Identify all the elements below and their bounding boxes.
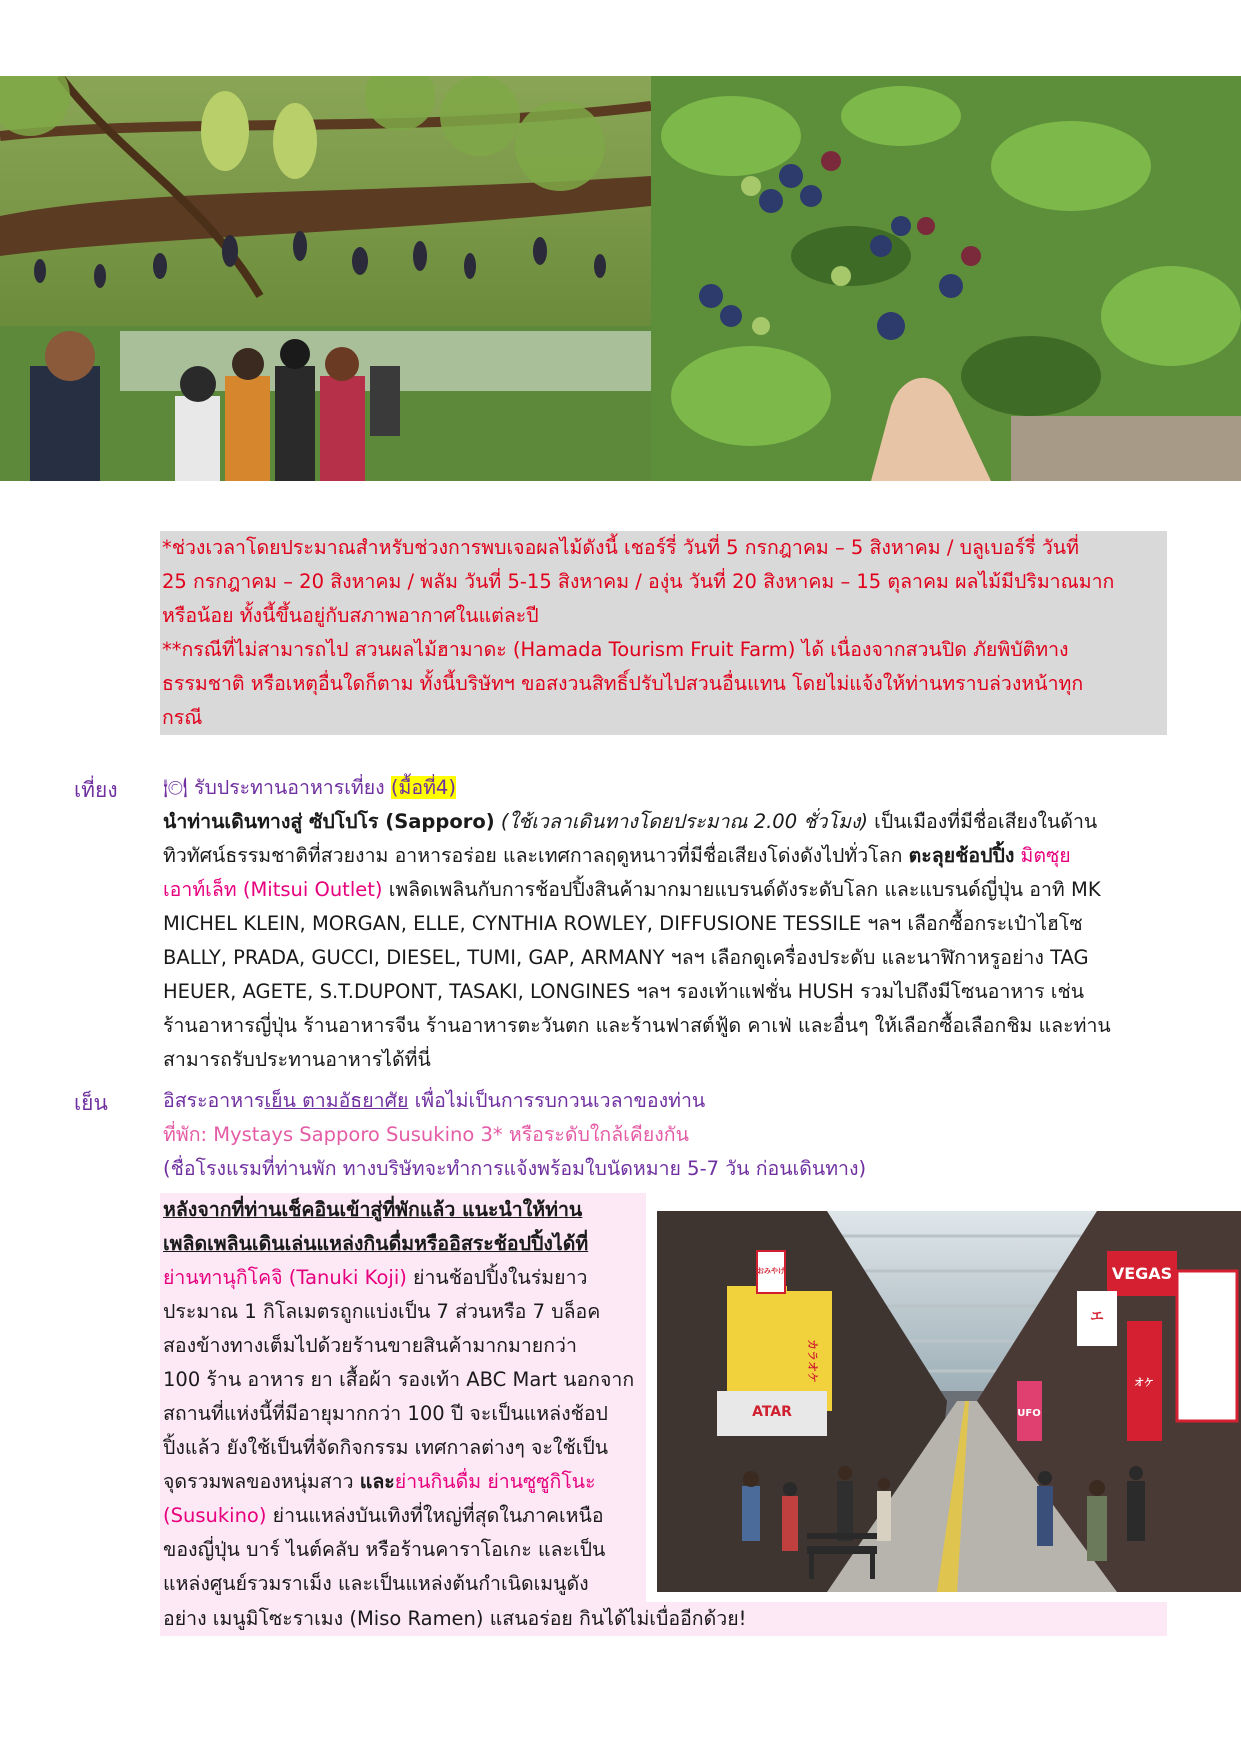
tanuki-section (163, 1193, 645, 1601)
lunch-para-line: BALLY, PRADA, GUCCI, DIESEL, TUMI, GAP, ARMANY ฯลฯ เลือกดูเครื่องประดับ และนาฬิกาหรูอย่าง TAG (163, 946, 1089, 969)
tanuki-sign-text: おみやげ (757, 1267, 785, 1275)
note-line: 25 กรกฎาคม – 20 สิงหาคม / พลัม วันที่ 5-15 สิงหาคม / องุ่น วันที่ 20 สิงหาคม – 15 ตุลาคม ผลไม้มีปริมาณมาก (162, 570, 1115, 593)
tanuki-line: ของญี่ปุ่น บาร์ ไนต์คลับ หรือร้านคาราโอเกะ และเป็น (163, 1538, 606, 1561)
lunch-para-line: สามารถรับประทานอาหารได้ที่นี่ (163, 1048, 431, 1071)
meal-badge: (มื้อที่4) (390, 776, 456, 799)
tanuki-sign-text: UFO (1017, 1408, 1041, 1419)
tanuki-line: จุดรวมพลของหนุ่มสาว และย่านกินดื่ม ย่านซูซูกิโนะ (163, 1470, 596, 1493)
hotel-line: ที่พัก: Mystays Sapporo Susukino 3* หรือระดับใกล้เคียงกัน (163, 1123, 689, 1146)
tanuki-sign-text: オケ (1134, 1378, 1154, 1389)
tanuki-sign-text: VEGAS (1111, 1264, 1173, 1283)
tanuki-line: 100 ร้าน อาหาร ยา เสื้อผ้า รองเท้า ABC Mart นอกจาก (163, 1368, 635, 1391)
tanuki-line: ย่านทานุกิโคจิ (Tanuki Koji) ย่านช้อปปิ้งในร่มยาว (163, 1266, 588, 1289)
grape-picking-photo (0, 76, 651, 481)
tanuki-line: แหล่งศูนย์รวมราเม็ง และเป็นแหล่งต้นกำเนิดเมนูดัง (163, 1572, 589, 1595)
tanuki-heading: หลังจากที่ท่านเช็คอินเข้าสู่ที่พักแล้ว แนะนำให้ท่าน (163, 1198, 583, 1221)
dinner-label: เย็น (74, 1091, 108, 1115)
tanuki-sign-text: エ (1090, 1309, 1104, 1325)
tanuki-line: สถานที่แห่งนี้ที่มีอายุมากกว่า 100 ปี จะเป็นแหล่งช้อป (163, 1402, 608, 1425)
lunch-para-line: MICHEL KLEIN, MORGAN, ELLE, CYNTHIA ROWLEY, DIFFUSIONE TESSILE ฯลฯ เลือกซื้อกระเป๋าไฮโซ (163, 912, 1083, 935)
lunch-para-line: เอาท์เล็ท (Mitsui Outlet) เพลิดเพลินกับการช้อปปิ้งสินค้ามากมายแบรนด์ดังระดับโลก และแบรนด์ญี่ปุ่น อาทิ MK (163, 878, 1101, 901)
tanuki-sign-text: カラオケ (806, 1339, 819, 1383)
tanuki-last-line: อย่าง เมนูมิโซะราเมง (Miso Ramen) แสนอร่อย กินได้ไม่เบื่ออีกด้วย! (163, 1607, 747, 1630)
lunch-para-line: ทิวทัศน์ธรรมชาติที่สวยงาม อาหารอร่อย และเทศกาลฤดูหนาวที่มีชื่อเสียงโด่งดังไปทั่วโลก ตะลุยช้อปปิ้ง มิตซุย (163, 844, 1071, 867)
note-line: กรณี (162, 706, 203, 729)
fruit-season-note (160, 531, 1167, 735)
dish-icon: 🍽 (163, 776, 188, 799)
lunch-label: เที่ยง (74, 778, 118, 802)
note-line: ธรรมชาติ หรือเหตุอื่นใดก็ตาม ทั้งนี้บริษัทฯ ขอสงวนสิทธิ์ปรับไปสวนอื่นแทน โดยไม่แจ้งให้ท่านทราบล่วงหน้าทุก (162, 672, 1084, 695)
lunch-heading (163, 771, 1163, 805)
dinner-line: อิสระอาหารเย็น ตามอัธยาศัย เพื่อไม่เป็นการรบกวนเวลาของท่าน (163, 1089, 706, 1112)
tanuki-heading: เพลิดเพลินเดินเล่นแหล่งกินดื่มหรืออิสระช้อปปิ้งได้ที่ (163, 1232, 589, 1255)
lunch-para-line: ร้านอาหารญี่ปุ่น ร้านอาหารจีน ร้านอาหารตะวันตก และร้านฟาสต์ฟู้ด คาเฟ่ และอื่นๆ ให้เลือกซื้อเลือกชิม และท่าน (163, 1014, 1111, 1037)
tanuki-line: ปิ้งแล้ว ยังใช้เป็นที่จัดกิจกรรม เทศกาลต่างๆ จะใช้เป็น (163, 1436, 609, 1459)
note-line: หรือน้อย ทั้งนี้ขึ้นอยู่กับสภาพอากาศในแต่ละปี (162, 604, 539, 627)
lunch-title: รับประทานอาหารเที่ยง (193, 776, 385, 799)
lunch-para-line: HEUER, AGETE, S.T.DUPONT, TASAKI, LONGINES ฯลฯ รองเท้าแฟชั่น HUSH รวมไปถึงมีโซนอาหาร เช่น (163, 980, 1085, 1003)
note-line: *ช่วงเวลาโดยประมาณสำหรับช่วงการพบเจอผลไม้ดังนี้ เชอร์รี่ วันที่ 5 กรกฎาคม – 5 สิงหาคม / บลูเบอร์รี่ วันที่ (162, 536, 1079, 559)
tanuki-line: ประมาณ 1 กิโลเมตรถูกแบ่งเป็น 7 ส่วนหรือ 7 บล็อค (163, 1300, 601, 1323)
dinner-section (163, 1084, 1163, 1186)
blueberry-picking-photo (651, 76, 1241, 481)
lunch-section (163, 771, 1163, 1077)
tanuki-sign-text: ATAR (752, 1404, 792, 1420)
tanuki-line: (Susukino) ย่านแหล่งบันเทิงที่ใหญ่ที่สุดในภาคเหนือ (163, 1504, 604, 1527)
lunch-para-line: นำท่านเดินทางสู่ ซัปโปโร (Sapporo) (ใช้เวลาเดินทางโดยประมาณ 2.00 ชั่วโมง) เป็นเมืองที่มีชื่อเสียงในด้าน (163, 810, 1098, 833)
tanuki-line: สองข้างทางเต็มไปด้วยร้านขายสินค้ามากมายกว่า (163, 1334, 577, 1357)
tanuki-koji-arcade-photo (657, 1211, 1241, 1592)
hotel-note: (ชื่อโรงแรมที่ท่านพัก ทางบริษัทจะทำการแจ้งพร้อมใบนัดหมาย 5-7 วัน ก่อนเดินทาง) (163, 1157, 867, 1180)
note-line: **กรณีที่ไม่สามารถไป สวนผลไม้ฮามาดะ (Hamada Tourism Fruit Farm) ได้ เนื่องจากสวนปิด ภัยพิบัติทาง (162, 638, 1069, 661)
